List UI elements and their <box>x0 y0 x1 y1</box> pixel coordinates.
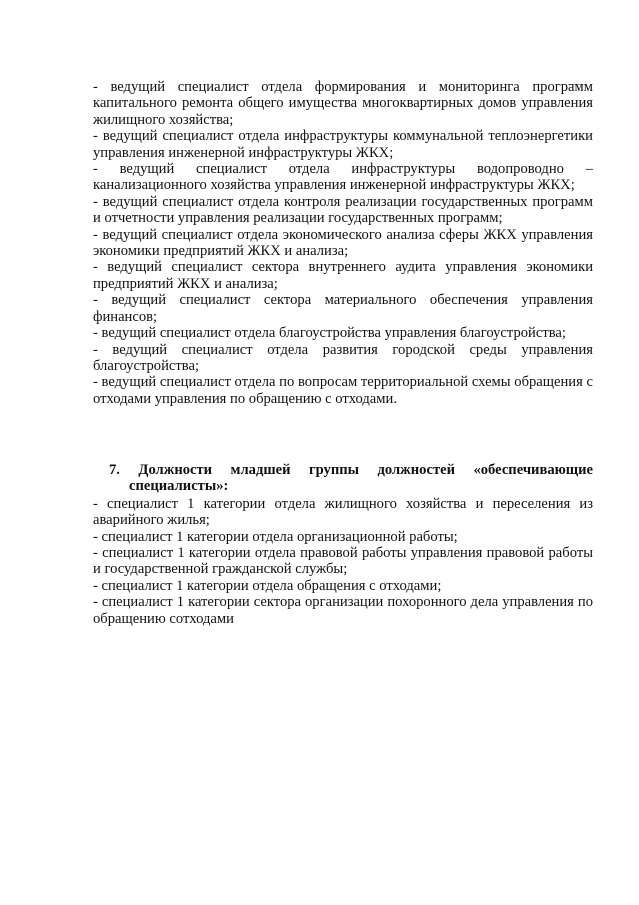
list-item: - ведущий специалист отдела контроля реализации государственных программ и отчетности управления реализации государственных программ; <box>93 193 593 227</box>
list-item: - специалист 1 категории отдела правовой работы управления правовой работы и государственной гражданской службы; <box>93 545 593 578</box>
list-item: - специалист 1 категории отдела жилищного хозяйства и переселения из аварийного жилья; <box>93 495 593 529</box>
list-item: - специалист 1 категории отдела организационной работы; <box>93 528 458 545</box>
list-item: - ведущий специалист сектора внутреннего аудита управления экономики предприятий ЖКХ и анализа; <box>93 259 593 292</box>
list-item: - ведущий специалист отдела по вопросам территориальной схемы обращения с отходами управления по обращению с отходами. <box>93 374 593 407</box>
list-item: - ведущий специалист отдела формирования и мониторинга программ капитального ремонта общего имущества многоквартирных домов управления жилищного хозяйства; <box>93 79 593 128</box>
list-item: - ведущий специалист сектора материального обеспечения управления финансов; <box>93 292 593 325</box>
section-heading: 7. Должности младшей группы должностей «обеспечивающие специалисты»: <box>109 462 593 495</box>
list-item: - специалист 1 категории отдела обращения с отходами; <box>93 577 442 594</box>
list-item: - ведущий специалист отдела инфраструктуры водопроводно – канализационного хозяйства управления инженерной инфраструктуры ЖКХ; <box>93 161 593 194</box>
list-item: - ведущий специалист отдела инфраструктуры коммунальной теплоэнергетики управления инженерной инфраструктуры ЖКХ; <box>93 128 593 161</box>
position-list-leading <box>93 79 593 407</box>
list-item: - ведущий специалист отдела благоустройства управления благоустройства; <box>93 325 566 342</box>
section-7 <box>93 462 593 627</box>
list-item: - ведущий специалист отдела экономического анализа сферы ЖКХ управления экономики предприятий ЖКХ и анализа; <box>93 226 593 260</box>
list-item: - ведущий специалист отдела развития городской среды управления благоустройства; <box>93 341 593 374</box>
list-item: - специалист 1 категории сектора организации похоронного дела управления по обращению сотходами <box>93 594 593 627</box>
